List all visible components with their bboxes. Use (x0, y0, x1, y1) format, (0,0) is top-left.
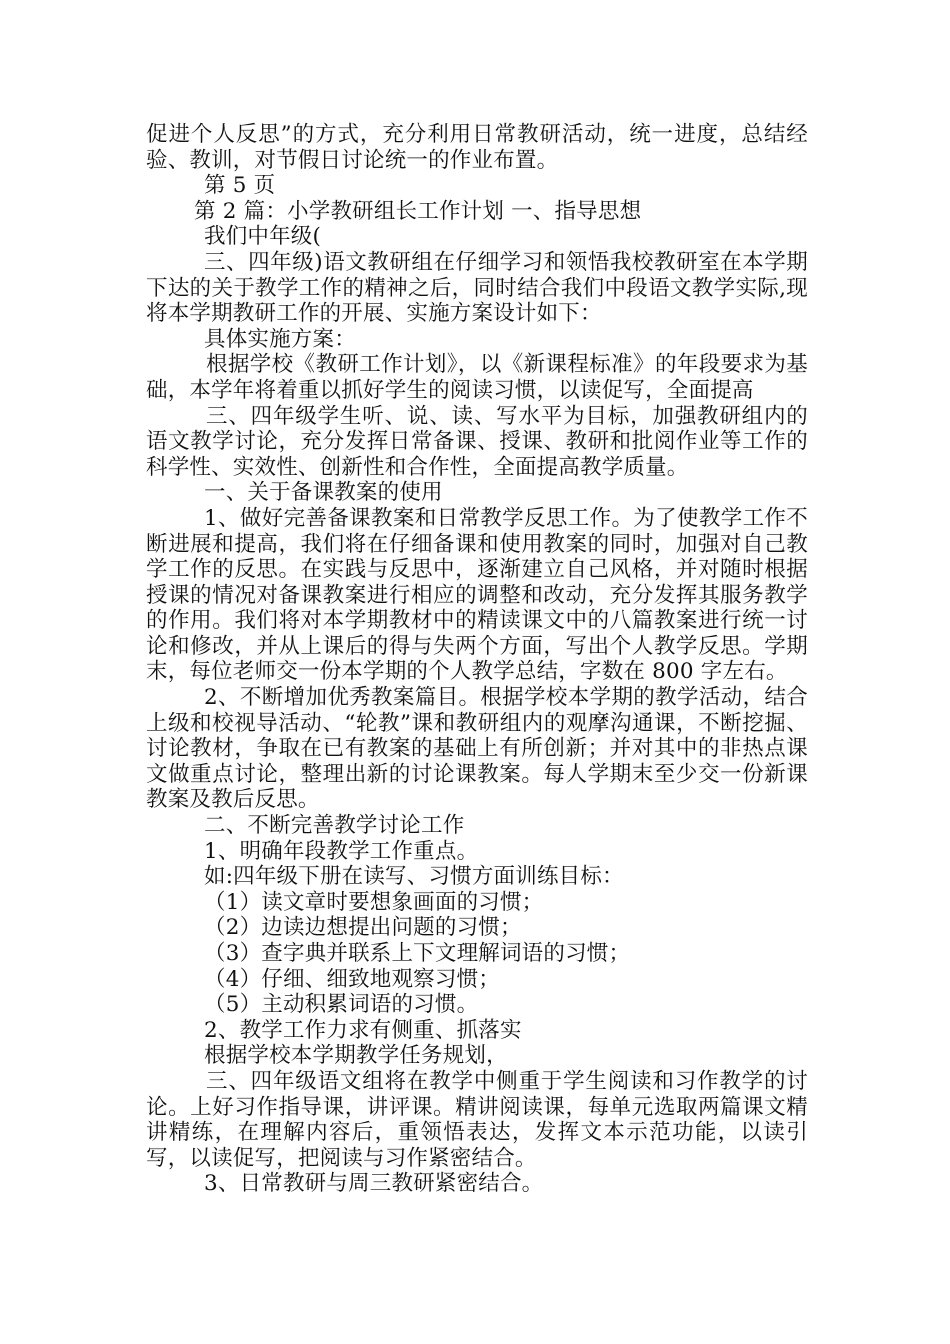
list-item: （3）查字典并联系上下文理解词语的习惯； (204, 941, 631, 966)
paragraph: 2、不断增加优秀教案篇目。根据学校本学期的教学活动，结合上级和校视导活动、“轮教”课和教研组内的观摩沟通课，不断挖掘、讨论教材，争取在已有教案的基础上有所创新；并对其中的非热点课文做重点讨论，整理出新的讨论课教案。每人学期末至少交一份新课教案及教后反思。 (146, 685, 808, 813)
paragraph: 1、明确年段教学工作重点。 (204, 838, 479, 864)
paragraph-continuation: 促进个人反思”的方式，充分利用日常教研活动，统一进度，总结经验、教训，对节假日讨论统一的作业布置。 (146, 122, 808, 173)
paragraph: 三、四年级学生听、说、读、写水平为目标，加强教研组内的语文教学讨论，充分发挥日常备课、授课、教研和批阅作业等工作的科学性、实效性、创新性和合作性，全面提高教学质量。 (146, 403, 808, 480)
list-item: （4）仔细、细致地观察习惯； (204, 966, 500, 992)
list-item: （2）边读边想提出问题的习惯； (204, 915, 522, 941)
paragraph: 如:四年级下册在读写、习惯方面训练目标： (204, 864, 624, 890)
paragraph: 具体实施方案： (204, 326, 356, 352)
document-body (146, 122, 808, 1197)
paragraph: 三、四年级语文组将在教学中侧重于学生阅读和习作教学的讨论。上好习作指导课，讲评课。精讲阅读课，每单元选取两篇课文精讲精练，在理解内容后，重领悟表达，发挥文本示范功能，以读引写，以读促写，把阅读与习作紧密结合。 (146, 1068, 808, 1171)
list-item: （5）主动积累词语的习惯。 (204, 992, 479, 1018)
paragraph: 我们中年级( (204, 224, 322, 250)
paragraph: 1、做好完善备课教案和日常教学反思工作。为了使教学工作不断进展和提高，我们将在仔细备课和使用教案的同时，加强对自己教学工作的反思。在实践与反思中，逐渐建立自己风格，并对随时根据授课的情况对备课教案进行相应的调整和改动，充分发挥其服务教学的作用。我们将对本学期教材中的精读课文中的八篇教案进行统一讨论和修改，并从上课后的得与失两个方面，写出个人教学反思。学期末，每位老师交一份本学期的个人教学总结，字数在 800 字左右。 (146, 505, 808, 685)
section-title: 第 2 篇：小学教研组长工作计划 一、指导思想 (194, 198, 642, 224)
page-number: 第 5 页 (204, 173, 276, 199)
subheading: 二、不断完善教学讨论工作 (204, 813, 465, 839)
list-item: （1）读文章时要想象画面的习惯； (204, 889, 544, 915)
subheading: 一、关于备课教案的使用 (204, 480, 443, 506)
paragraph: 2、教学工作力求有侧重、抓落实 (204, 1017, 522, 1043)
paragraph: 三、四年级)语文教研组在仔细学习和领悟我校教研室在本学期下达的关于教学工作的精神之后，同时结合我们中段语文教学实际,现将本学期教研工作的开展、实施方案设计如下： (146, 249, 808, 327)
paragraph: 3、日常教研与周三教研紧密结合。 (204, 1171, 544, 1197)
paragraph: 根据学校本学期教学任务规划， (204, 1043, 508, 1069)
paragraph: 根据学校《教研工作计划》，以《新课程标准》的年段要求为基础，本学年将着重以抓好学生的阅读习惯，以读促写，全面提高 (146, 352, 808, 403)
